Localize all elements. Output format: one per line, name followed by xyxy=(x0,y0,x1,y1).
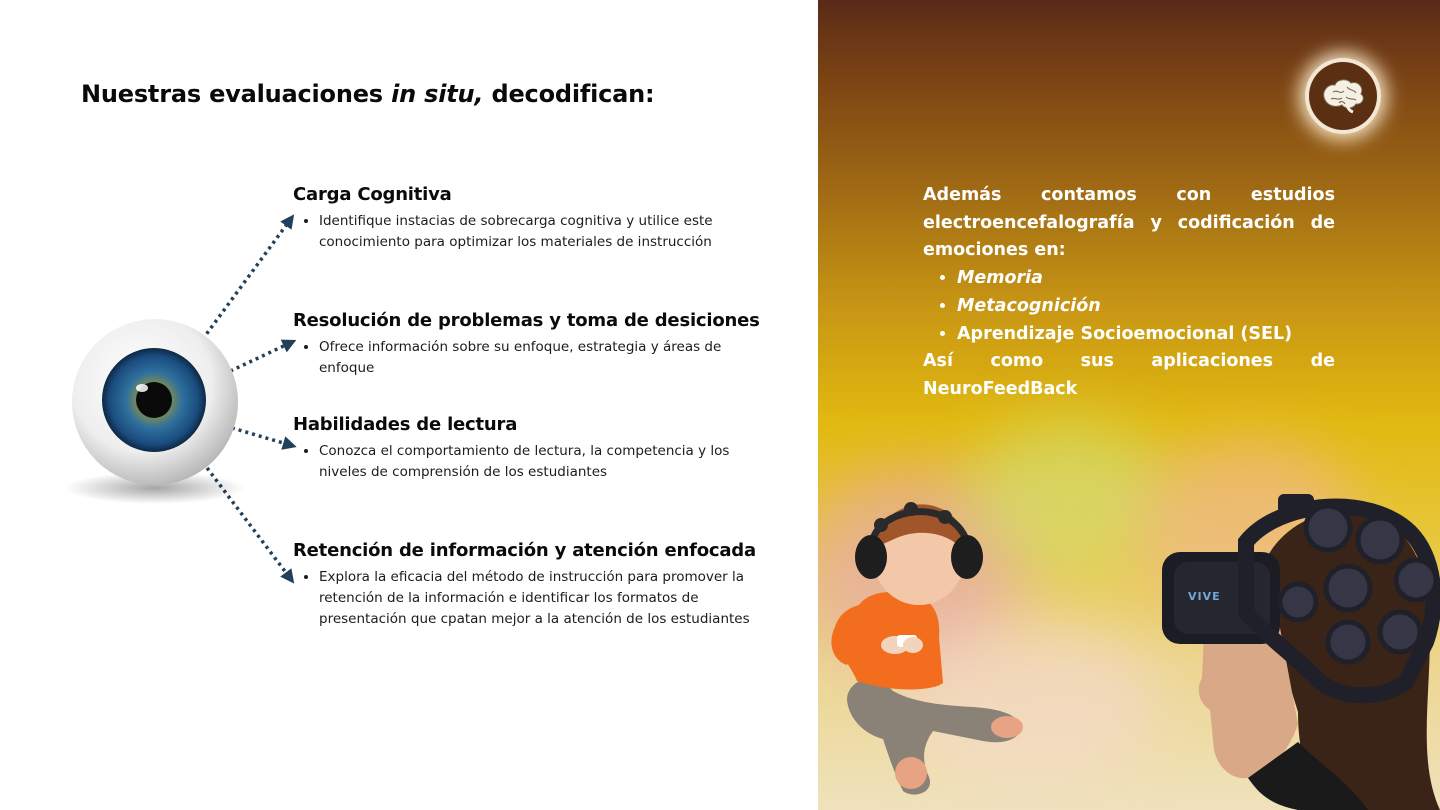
topic-item: • Aprendizaje Socioemocional (SEL) xyxy=(957,321,1335,349)
eye-icon xyxy=(60,310,260,510)
topics-list xyxy=(923,265,1335,348)
right-panel xyxy=(818,0,1440,810)
item-text: • Ofrece información sobre su enfoque, estrategia y áreas de enfoque xyxy=(319,337,763,379)
outro-text: Así como sus aplicaciones de NeuroFeedBack xyxy=(923,351,1335,399)
item-text: • Identifique instacias de sobrecarga cognitiva y utilice este conocimiento para optimizar los materiales de instrucción xyxy=(319,211,763,253)
item-list xyxy=(293,441,763,483)
child-with-eeg-headset-photo xyxy=(823,495,1033,800)
page-title xyxy=(81,80,654,108)
item-habilidades-lectura xyxy=(293,414,763,483)
item-resolucion-problemas xyxy=(293,310,763,379)
item-heading: Resolución de problemas y toma de desiciones xyxy=(293,310,760,331)
topic-item: • Memoria xyxy=(957,265,1335,293)
item-text: • Conozca el comportamiento de lectura, la competencia y los niveles de comprensión de los estudiantes xyxy=(319,441,763,483)
brain-icon xyxy=(1309,62,1377,130)
intro-text: Además contamos con estudios electroencefalografía y codificación de emociones en: xyxy=(923,185,1335,261)
title-prefix: Nuestras evaluaciones xyxy=(81,80,392,108)
item-heading: Carga Cognitiva xyxy=(293,184,452,205)
item-list xyxy=(293,211,763,253)
item-carga-cognitiva xyxy=(293,184,763,253)
item-retencion-informacion xyxy=(293,540,763,630)
topic-item: • Metacognición xyxy=(957,293,1335,321)
item-list xyxy=(293,567,763,630)
item-text: • Explora la eficacia del método de instrucción para promover la retención de la información e identificar los formatos de presentación que cpatan mejor a la atención de los estudiantes xyxy=(319,567,763,630)
vive-logo-text: VIVE xyxy=(1188,590,1221,603)
title-emphasis: in situ, xyxy=(391,80,484,108)
title-suffix: decodifican: xyxy=(483,80,655,108)
item-heading: Habilidades de lectura xyxy=(293,414,518,435)
item-list xyxy=(293,337,763,379)
right-description xyxy=(923,182,1335,404)
item-heading: Retención de información y atención enfocada xyxy=(293,540,756,561)
woman-with-vr-eeg-headset-photo xyxy=(1148,492,1440,810)
